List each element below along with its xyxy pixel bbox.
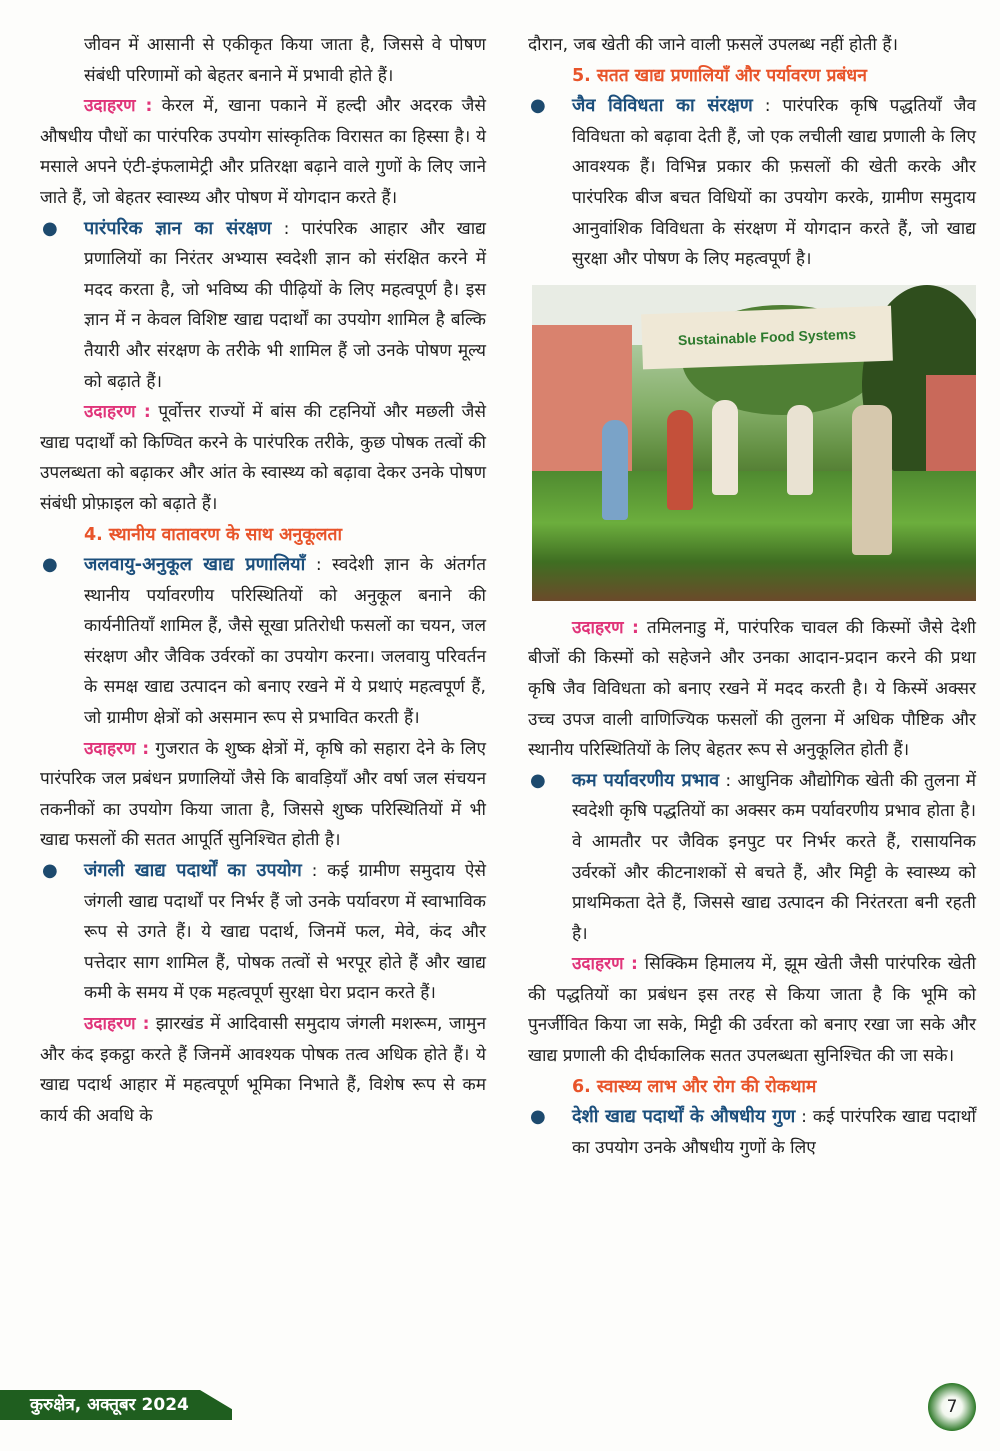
bullet-text: : पारंपरिक कृषि पद्धतियाँ जैव विविधता को बढ़ावा देती हैं, जो एक लचीली खाद्य प्रणाली के लिए आवश्यक हैं। विभिन्न प्रकार की फ़सलों की खेती करके और पारंपरिक बीज बचत विधियों का उपयोग करके, ग्रामीण समुदाय आनुवांशिक विविधता के संरक्षण में योगदान करते हैं, जो खाद्य सुरक्षा और पोषण के लिए महत्वपूर्ण है। (572, 96, 976, 270)
photo-banner: Sustainable Food Systems (641, 305, 893, 369)
example-label: उदाहरण : (84, 1014, 150, 1034)
section-heading-4: 4. स्थानीय वातावरण के साथ अनुकूलता (84, 524, 343, 545)
bullet-title: जंगली खाद्य पदार्थों का उपयोग (84, 860, 302, 882)
example-label: उदाहरण : (84, 96, 153, 117)
example-label: उदाहरण : (572, 617, 639, 638)
example-text: गुजरात के शुष्क क्षेत्रों में, कृषि को सहारा देने के लिए पारंपरिक जल प्रबंधन प्रणालियों जैसे कि बावड़ियाँ और वर्षा जल संचयन तकनीकों का उपयोग किया जाता है, जिससे शुष्क परिस्थितियों में भी खाद्य फसलों की सतत आपूर्ति सुनिश्चित होती है। (40, 738, 487, 851)
example-gujarat (40, 734, 486, 856)
paragraph-continuation: जीवन में आसानी से एकीकृत किया जाता है, जिससे वे पोषण संबंधी परिणामों को बेहतर बनाने में प्रभावी होते हैं। (84, 35, 486, 86)
example-text: केरल में, खाना पकाने में हल्दी और अदरक जैसे औषधीय पौधों का पारंपरिक उपयोग सांस्कृतिक विरासत का हिस्सा है। ये मसाले अपने एंटी-इंफलामेट्री और प्रतिरक्षा बढ़ाने वाले गुणों के लिए जाने जाते हैं, जो बेहतर स्वास्थ्य और पोषण में योगदान करते हैं। (40, 96, 486, 208)
bullet-medicinal (528, 1102, 976, 1163)
bullet-text: : कई ग्रामीण समुदाय ऐसे जंगली खाद्य पदार्थों पर निर्भर हैं जो उनके पर्यावरण में स्वाभाविक रूप से उगते हैं। ये खाद्य पदार्थ, जिनमें फल, मेवे, कंद और पत्तेदार साग शामिल हैं, पोषक तत्वों से भरपूर होते हैं और खाद्य कमी के समय में एक महत्वपूर्ण सुरक्षा घेरा प्रदान करते हैं। (84, 861, 486, 1004)
bullet-wild-foods (40, 856, 486, 1009)
example-text: झारखंड में आदिवासी समुदाय जंगली मशरूम, जामुन और कंद इकट्ठा करते हैं जिनमें आवश्यक पोषक तत्व अधिक होते हैं। ये खाद्य पदार्थ आहार में महत्वपूर्ण भूमिका निभाते हैं, विशेष रूप से कम कार्य की अवधि के (40, 1014, 487, 1126)
example-jharkhand (40, 1009, 486, 1131)
example-tamilnadu (528, 613, 976, 766)
footer-magazine-date: कुरुक्षेत्र, अक्तूबर 2024 (30, 1395, 189, 1415)
bullet-text: : आधुनिक औद्योगिक खेती की तुलना में स्वदेशी कृषि पद्धतियों का अक्सर कम पर्यावरणीय प्रभाव होता है। वे आमतौर पर जैविक इनपुट पर निर्भर करते हैं, रासायनिक उर्वरकों और कीटनाशकों से बचते हैं, और मिट्टी के स्वास्थ्य को प्राथमिकता देते हैं, जिससे खाद्य उत्पादन की निरंतरता बनी रहती है। (572, 770, 977, 944)
page-number: 7 (928, 1383, 976, 1431)
example-text: पूर्वोत्तर राज्यों में बांस की टहनियों और मछली जैसे खाद्य पदार्थों को किण्वित करने के पारंपरिक तरीके, कुछ पोषक तत्वों की उपलब्धता को बढ़ाकर और आंत के स्वास्थ्य को बढ़ावा देकर उनके पोषण संबंधी प्रोफ़ाइल को बढ़ाते हैं। (40, 402, 487, 514)
bullet-title: जैव विविधता का संरक्षण (572, 95, 753, 117)
bullet-biodiversity (528, 91, 976, 275)
photo-person (712, 400, 738, 495)
example-text: तमिलनाडु में, पारंपरिक चावल की किस्मों जैसे देशी बीजों की किस्मों को सहेजने और उनका आदान-प्रदान करने की प्रथा कृषि जैव विविधता को बनाए रखने में मदद करती है। ये किस्में अक्सर उच्च उपज वाली वाणिज्यिक फसलों की तुलना में अधिक पौष्टिक और स्थानीय परिस्थितियों के लिए बेहतर रूप से अनुकूलित होती हैं। (528, 617, 977, 761)
bullet-title: कम पर्यावरणीय प्रभाव (572, 769, 720, 791)
bullet-text: : पारंपरिक आहार और खाद्य प्रणालियों का निरंतर अभ्यास स्वदेशी ज्ञान को संरक्षित करने में मदद करता है, जो भविष्य की पीढ़ियों के लिए महत्वपूर्ण है। इस ज्ञान में न केवल विशिष्ट खाद्य पदार्थों का उपयोग शामिल है बल्कि तैयारी और संरक्षण के तरीके भी शामिल हैं जो उनके पोषण मूल्य को बढ़ाते हैं। (84, 218, 487, 392)
example-label: उदाहरण : (84, 738, 150, 759)
bullet-icon: ● (42, 217, 58, 239)
bullet-text: : स्वदेशी ज्ञान के अंतर्गत स्थानीय पर्यावरणीय परिस्थितियों को अनुकूल बनाने की कार्यनीतियाँ शामिल हैं, जैसे सूखा प्रतिरोधी फसलों का चयन, जल संरक्षण और जैविक उर्वरकों का उपयोग करना। जलवायु परिवर्तन के समक्ष खाद्य उत्पादन को बनाए रखने में ये प्रथाएं महत्वपूर्ण हैं, जो ग्रामीण क्षेत्रों को असमान रूप से प्रभावित करती हैं। (84, 555, 486, 729)
paragraph-continuation: दौरान, जब खेती की जाने वाली फ़सलें उपलब्ध नहीं होती हैं। (528, 35, 898, 55)
example-kerala (40, 91, 486, 213)
right-column (528, 30, 976, 1163)
bullet-text: : कई पारंपरिक खाद्य पदार्थों का उपयोग उनके औषधीय गुणों के लिए (572, 1107, 976, 1158)
bullet-icon: ● (42, 554, 58, 576)
section-heading-5: 5. सतत खाद्य प्रणालियाँ और पर्यावरण प्रबंधन (572, 65, 867, 86)
example-northeast (40, 397, 486, 519)
bullet-low-impact (528, 766, 976, 950)
bullet-icon: ● (530, 95, 546, 117)
example-label: उदाहरण : (572, 954, 638, 975)
section-heading-6: 6. स्वास्थ्य लाभ और रोग की रोकथाम (572, 1076, 817, 1097)
bullet-knowledge-preservation (40, 214, 486, 398)
sustainable-food-systems-photo (532, 285, 976, 601)
photo-person (667, 410, 693, 510)
photo-person (852, 405, 892, 555)
photo-person (787, 405, 813, 495)
left-column (40, 30, 486, 1131)
photo-vegetable-stall (532, 471, 976, 601)
bullet-climate-resilient (40, 550, 486, 734)
bullet-icon: ● (530, 1106, 546, 1128)
bullet-icon: ● (42, 860, 58, 882)
example-text: सिक्किम हिमालय में, झूम खेती जैसी पारंपरिक खेती की पद्धतियों का प्रबंधन इस तरह से किया जाता है कि भूमि को पुनर्जीवित किया जा सके, मिट्टी की उर्वरता को बनाए रखा जा सके और खाद्य प्रणाली की दीर्घकालिक सतत उपलब्धता सुनिश्चित की जा सके। (528, 954, 977, 1067)
photo-person (602, 420, 628, 520)
bullet-title: देशी खाद्य पदार्थों के औषधीय गुण (572, 1106, 796, 1128)
example-sikkim (528, 949, 976, 1071)
example-label: उदाहरण : (84, 402, 151, 423)
bullet-title: जलवायु-अनुकूल खाद्य प्रणालियाँ (84, 554, 306, 576)
bullet-title: पारंपरिक ज्ञान का संरक्षण (84, 217, 272, 239)
bullet-icon: ● (530, 769, 546, 791)
